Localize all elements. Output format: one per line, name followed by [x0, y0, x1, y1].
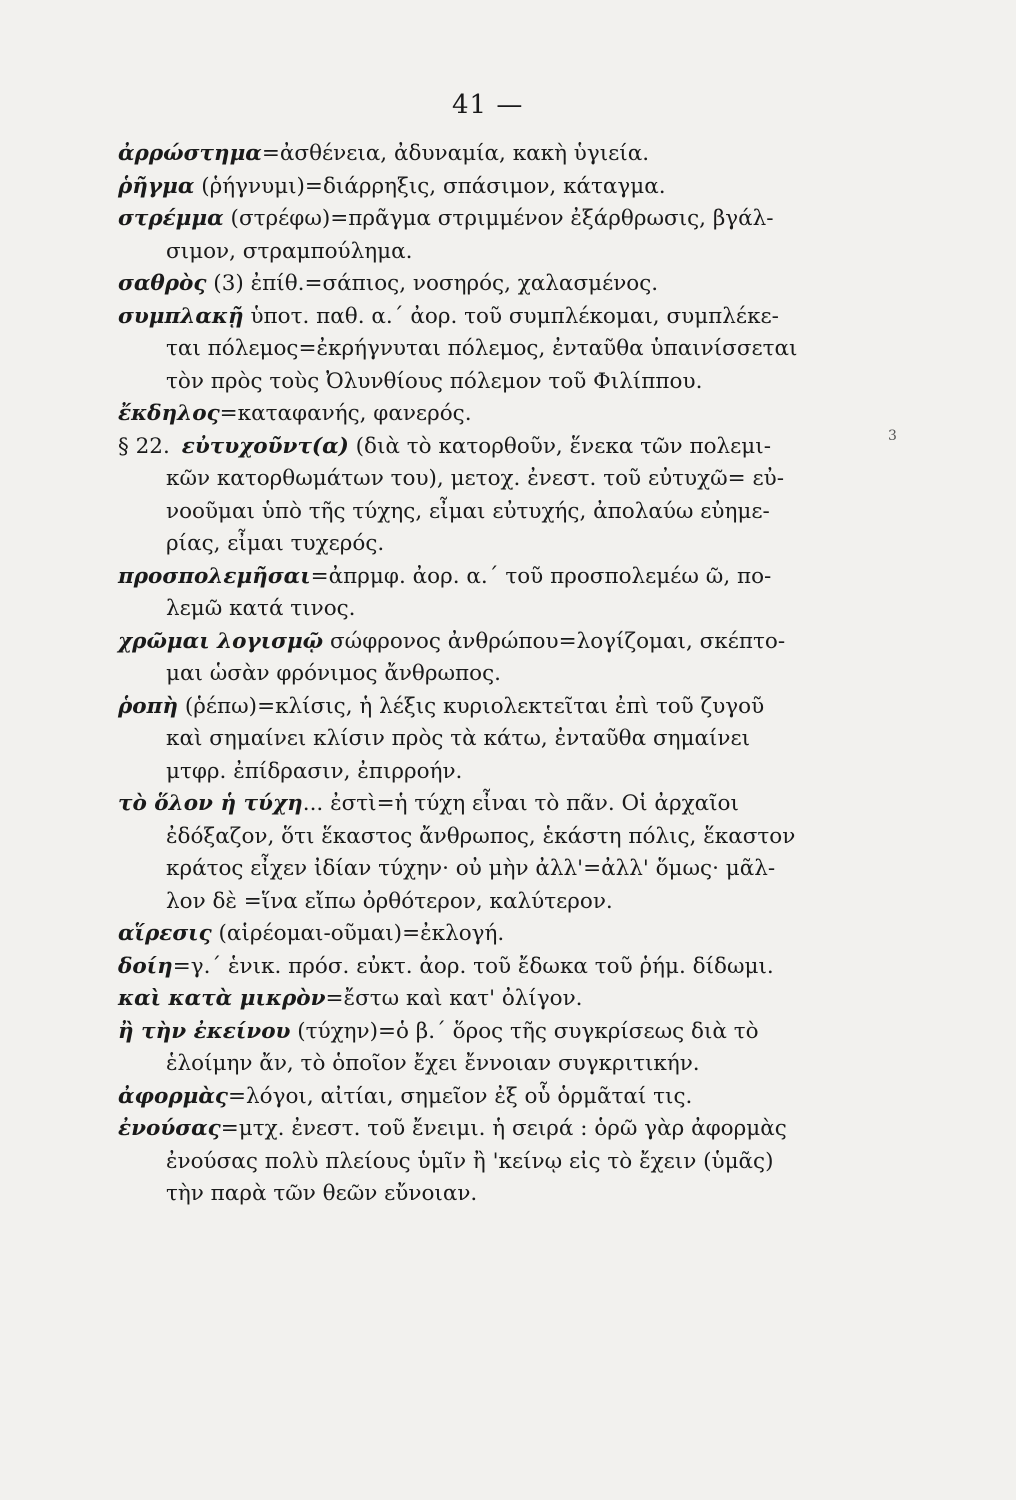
definition-continuation: κῶν κατορθωμάτων του), μετοχ. ἐνεστ. τοῦ εὐτυχῶ= εὐ-	[166, 466, 784, 491]
headword: τὸ ὅλον ἡ τύχη	[118, 791, 303, 816]
definition-continuation: ἑλοίμην ἄν, τὸ ὁποῖον ἔχει ἔννοιαν συγκριτικήν.	[166, 1051, 700, 1076]
glossary-entry	[118, 561, 858, 626]
glossary-entry	[118, 203, 858, 268]
headword: ἀρρώστημα	[118, 141, 262, 166]
definition-continuation: ἐνούσας πολὺ πλείους ὑμῖν ἢ 'κείνῳ εἰς τὸ ἔχειν (ὑμᾶς)	[166, 1148, 774, 1174]
definition-text: (διὰ τὸ κατορθοῦν, ἕνεκα τῶν πολεμι-	[348, 433, 771, 459]
definition-continuation: ρίας, εἶμαι τυχερός.	[166, 531, 385, 556]
definition-continuation: τὸν πρὸς τοὺς Ὀλυνθίους πόλεμον τοῦ Φιλίππου.	[166, 368, 703, 394]
headword: ἢ τὴν ἐκείνου	[118, 1018, 291, 1044]
entry-first-line	[118, 983, 858, 1016]
headword: προσπολεμῆσαι	[118, 563, 311, 589]
entry-first-line	[118, 626, 858, 659]
headword: ῥοπὴ	[118, 693, 179, 719]
glossary-entry	[118, 398, 858, 431]
definition-text: (στρέφω)=πρᾶγμα στριμμένον ἐξάρθρωσις, βγάλ-	[223, 206, 774, 231]
glossary-entry	[118, 431, 858, 561]
headword: καὶ κατὰ μικρὸν	[118, 986, 326, 1011]
headword: ἐνούσας	[118, 1116, 221, 1141]
headword: ἔκδηλος	[118, 401, 220, 426]
glossary-entry	[118, 1016, 858, 1081]
entry-first-line	[118, 301, 858, 334]
glossary-entry	[118, 983, 858, 1016]
headword: εὐτυχοῦντ(α)	[181, 433, 349, 459]
entry-first-line	[118, 951, 858, 984]
headword: στρέμμα	[118, 206, 224, 231]
definition-continuation: νοοῦμαι ὑπὸ τῆς τύχης, εἶμαι εὐτυχής, ἀπολαύω εὐημε-	[166, 498, 770, 524]
section-number: § 22.	[118, 433, 170, 459]
headword: ἀφορμὰς	[118, 1083, 229, 1109]
entry-first-line	[118, 691, 858, 724]
headword: δοίη	[118, 953, 173, 979]
definition-continuation: ἐδόξαζον, ὅτι ἕκαστος ἄνθρωπος, ἑκάστη πόλις, ἕκαστον	[166, 823, 796, 849]
entry-first-line	[118, 1081, 858, 1114]
glossary-content	[118, 138, 858, 1211]
definition-text: (αἱρέομαι-οῦμαι)=ἐκλογή.	[211, 921, 505, 946]
glossary-entry	[118, 268, 858, 301]
glossary-entry	[118, 138, 858, 171]
definition-continuation: κράτος εἶχεν ἰδίαν τύχην· οὐ μὴν ἀλλ'=ἀλλ' ὅμως· μᾶλ-	[166, 856, 776, 881]
definition-text: (3) ἐπίθ.=σάπιος, νοσηρός, χαλασμένος.	[206, 271, 659, 296]
definition-text: =ἀπρμφ. ἀορ. α.΄ τοῦ προσπολεμέω ῶ, πο-	[310, 563, 772, 589]
definition-continuation: μαι ὡσὰν φρόνιμος ἄνθρωπος.	[166, 661, 501, 686]
glossary-entry	[118, 788, 858, 918]
entry-first-line	[118, 431, 858, 464]
entry-first-line	[118, 1113, 858, 1146]
definition-text: =καταφανής, φανερός.	[219, 401, 472, 426]
definition-text: =ἔστω καὶ κατ' ὀλίγον.	[325, 986, 583, 1011]
headword: αἵρεσις	[118, 921, 212, 946]
glossary-entry	[118, 691, 858, 789]
definition-text: (ῥέπω)=κλίσις, ἡ λέξις κυριολεκτεῖται ἐπὶ τοῦ ζυγοῦ	[178, 693, 765, 719]
definition-text: ὑποτ. παθ. α.΄ ἀορ. τοῦ συμπλέκομαι, συμπλέκε-	[243, 303, 779, 329]
entry-first-line	[118, 918, 858, 951]
entry-first-line	[118, 171, 858, 204]
glossary-entry	[118, 918, 858, 951]
definition-continuation: καὶ σημαίνει κλίσιν πρὸς τὰ κάτω, ἐνταῦθα σημαίνει	[166, 726, 751, 751]
headword: συμπλακῇ	[118, 303, 244, 329]
glossary-entry	[118, 171, 858, 204]
margin-mark: 3	[888, 428, 897, 444]
definition-text: =γ.΄ ἑνικ. πρόσ. εὐκτ. ἀορ. τοῦ ἔδωκα τοῦ ῥήμ. δίδωμι.	[172, 953, 774, 979]
entry-first-line	[118, 268, 858, 301]
headword: χρῶμαι λογισμῷ	[118, 628, 324, 654]
definition-continuation: λον δὲ =ἵνα εἴπω ὀρθότερον, καλύτερον.	[166, 888, 613, 914]
definition-text: (τύχην)=ὁ β.΄ ὅρος τῆς συγκρίσεως διὰ τὸ	[290, 1018, 759, 1044]
definition-continuation: λεμῶ κατά τινος.	[166, 596, 356, 621]
page-number: 41 —	[452, 90, 524, 120]
entry-first-line	[118, 203, 858, 236]
entry-first-line	[118, 788, 858, 821]
glossary-entry	[118, 1081, 858, 1114]
definition-continuation: τὴν παρὰ τῶν θεῶν εὔνοιαν.	[166, 1181, 478, 1206]
definition-continuation: ται πόλεμος=ἐκρήγνυται πόλεμος, ἐνταῦθα ὑπαινίσσεται	[166, 336, 798, 361]
definition-continuation: μτφρ. ἐπίδρασιν, ἐπιρροήν.	[166, 758, 463, 784]
entry-first-line	[118, 398, 858, 431]
glossary-entry	[118, 626, 858, 691]
entry-first-line	[118, 561, 858, 594]
entry-first-line	[118, 1016, 858, 1049]
definition-text: σώφρονος ἀνθρώπου=λογίζομαι, σκέπτο-	[323, 628, 786, 654]
definition-text: (ῥήγνυμι)=διάρρηξις, σπάσιμον, κάταγμα.	[194, 173, 666, 199]
glossary-entry	[118, 951, 858, 984]
definition-text: =μτχ. ἐνεστ. τοῦ ἔνειμι. ἡ σειρά : ὁρῶ γὰρ ἀφορμὰς	[220, 1116, 787, 1141]
headword: ῥῆγμα	[118, 173, 195, 199]
definition-continuation: σιμον, στραμπούλημα.	[166, 238, 413, 264]
headword: σαθρὸς	[118, 271, 207, 296]
glossary-entry	[118, 1113, 858, 1211]
definition-text: =λόγοι, αἰτίαι, σημεῖον ἐξ οὗ ὁρμᾶταί τις.	[228, 1083, 693, 1109]
entry-first-line	[118, 138, 858, 171]
definition-text: =ἀσθένεια, ἀδυναμία, κακὴ ὑγιεία.	[261, 141, 650, 166]
definition-text: ... ἐστὶ=ἡ τύχη εἶναι τὸ πᾶν. Οἱ ἀρχαῖοι	[302, 791, 739, 816]
glossary-entry	[118, 301, 858, 399]
